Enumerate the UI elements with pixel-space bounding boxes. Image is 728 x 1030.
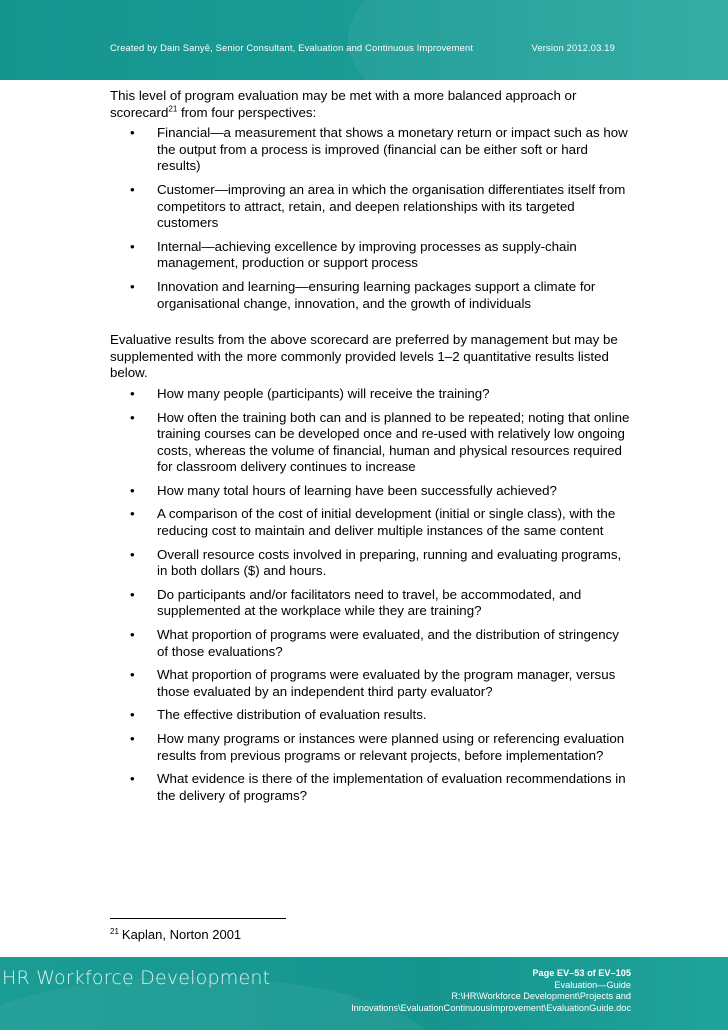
list-item-text: What proportion of programs were evaluated by the program manager, versus those evaluated by an independent third party evaluator?: [157, 667, 616, 699]
list-item-text: What proportion of programs were evaluated, and the distribution of stringency of those evaluations?: [157, 627, 619, 659]
bullet-icon: •: [130, 125, 135, 141]
list-item-text: Internal—achieving excellence by improving processes as supply-chain management, production or support process: [157, 238, 577, 271]
bullet-icon: •: [130, 385, 135, 401]
header-author: Created by Dain Sanyē, Senior Consultant, Evaluation and Continuous Improvement: [110, 42, 474, 53]
list-item: [110, 410, 630, 476]
list-item-text: Overall resource costs involved in preparing, running and evaluating programs, in both dollars ($) and hours.: [157, 546, 622, 579]
brand-logo-text: HR Workforce Development: [2, 967, 271, 989]
bullet-icon: •: [130, 707, 135, 723]
bullet-icon: •: [130, 238, 135, 254]
footnote-reference[interactable]: 21: [168, 104, 178, 114]
bullet-icon: •: [130, 667, 135, 683]
footnote: [110, 927, 241, 943]
list-item: [110, 182, 630, 232]
footnote-number: 21: [110, 926, 119, 936]
page-number: Page EV–53 of EV–105: [532, 968, 631, 978]
second-paragraph: Evaluative results from the above scorecard are preferred by management but may be supplemented with the more commonly provided levels 1–2 quantitative results listed below.: [110, 332, 618, 381]
list-item-text: Innovation and learning—ensuring learning packages support a climate for organisational change, innovation, and the growth of individuals: [157, 278, 596, 311]
list-item-text: How often the training both can and is planned to be repeated; noting that online training courses can be developed once and re-used with relatively low ongoing costs, whereas the volume of financial, human and physical resources required for classroom delivery continues to increase: [157, 409, 630, 475]
list-item: [110, 279, 630, 312]
footer-band: [0, 957, 728, 1030]
list-item: [110, 125, 630, 175]
list-item: [110, 627, 630, 660]
list-item: [110, 707, 630, 724]
bullet-icon: •: [130, 771, 135, 787]
bullet-icon: •: [130, 409, 135, 425]
running-header: [110, 42, 615, 53]
bullet-icon: •: [130, 731, 135, 746]
file-path-line-1: R:\HR\Workforce Development\Projects and: [451, 991, 631, 1002]
list-item-text: How many total hours of learning have been successfully achieved?: [157, 482, 557, 498]
header-version: Version 2012.03.19: [531, 42, 615, 53]
bullet-icon: •: [130, 278, 135, 294]
bullet-icon: •: [130, 586, 135, 602]
list-item-text: Financial—a measurement that shows a monetary return or impact such as how the output from a process is improved (financial can be either soft or hard results): [157, 125, 628, 174]
list-item: [110, 731, 630, 764]
intro-paragraph: [110, 88, 630, 121]
bullet-icon: •: [130, 181, 135, 197]
document-title: Evaluation—Guide: [554, 979, 631, 990]
intro-suffix: from four perspectives:: [177, 104, 317, 120]
perspectives-list: [110, 125, 630, 312]
list-item-text: Do participants and/or facilitators need to travel, be accommodated, and supplemented at the workplace while they are training?: [157, 586, 582, 619]
list-item-text: How many programs or instances were planned using or referencing evaluation results from previous programs or relevant projects, before implementation?: [157, 731, 625, 763]
list-item-text: How many people (participants) will receive the training?: [157, 385, 490, 401]
list-item-text: What evidence is there of the implementation of evaluation recommendations in the delivery of programs?: [157, 771, 626, 803]
bullet-icon: •: [130, 627, 135, 643]
intro-text: This level of program evaluation may be met with a more balanced approach or scorecard: [110, 88, 577, 120]
list-item: [110, 771, 630, 804]
bullet-icon: •: [130, 482, 135, 498]
list-item: [110, 483, 630, 500]
page-body: [110, 88, 630, 811]
footnote-separator: [110, 918, 286, 919]
header-wave-decoration: [348, 0, 728, 80]
footnote-text: Kaplan, Norton 2001: [121, 927, 242, 942]
list-item-text: Customer—improving an area in which the organisation differentiates itself from competitors to attract, retain, and deepen relationships with its targeted customers: [157, 181, 626, 231]
list-item: [110, 547, 630, 580]
questions-list: [110, 386, 630, 804]
bullet-icon: •: [130, 506, 135, 522]
list-item: [110, 667, 630, 700]
bullet-icon: •: [130, 546, 135, 562]
header-band: [0, 0, 728, 80]
list-item: [110, 587, 630, 620]
list-item: [110, 506, 630, 539]
list-item: [110, 239, 630, 272]
footer-info: [211, 968, 631, 1015]
list-item-text: A comparison of the cost of initial development (initial or single class), with the reducing cost to maintain and deliver multiple instances of the same content: [157, 506, 616, 539]
list-item: [110, 386, 630, 403]
file-path-line-2: Innovations\EvaluationContinuousImprovement\EvaluationGuide.doc: [351, 1003, 631, 1014]
list-item-text: The effective distribution of evaluation results.: [157, 707, 427, 723]
